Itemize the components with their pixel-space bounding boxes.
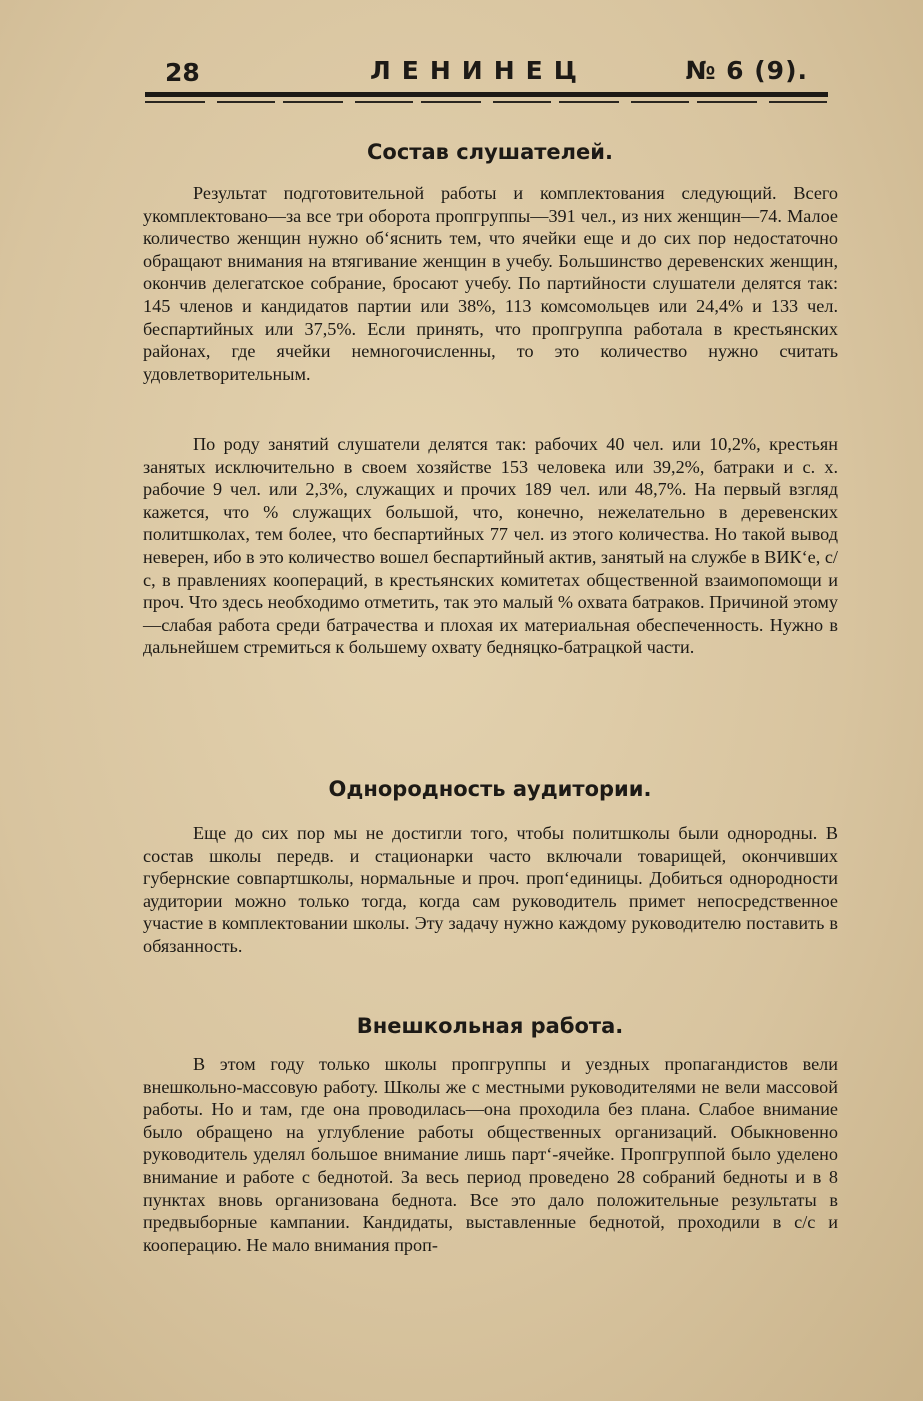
running-header — [145, 52, 830, 92]
section-heading: Состав слушателей. — [367, 140, 613, 164]
issue-number: № 6 (9). — [685, 56, 808, 85]
paragraph: В этом году только школы пропгруппы и уездных пропагандистов вели внешкольно-массовую работу. Школы же с местными руководителями не вели массовой работы. Но и там, где она проводилась—она проходила без плана. Слабое внимание было обращено на углубление работы общественных организаций. Обыкновенно руководитель уделял большое внимание лишь парт‘-ячейке. Пропгруппой было уделено внимание и работе с беднотой. За весь период проведено 28 собраний бедноты и в 8 пунктах вновь организована беднота. Все это дало положительные результаты в предвыборные кампании. Кандидаты, выставленные беднотой, проходили в с/с и кооперацию. Не мало внимания проп- — [143, 1054, 838, 1255]
header-rule-thin — [145, 101, 828, 103]
section-heading: Однородность аудитории. — [328, 777, 652, 801]
paragraph: Результат подготовительной работы и комплектования следующий. Всего укомплектовано—за все три оборота пропгруппы—391 чел., из них женщин—74. Малое количество женщин нужно об‘яснить тем, что ячейки еще и до сих пор недостаточно обращают внимания на втягивание женщин в учебу. Большинство деревенских женщин, окончив делегатское собрание, бросают учебу. По партийности слушатели делятся так: 145 членов и кандидатов партии или 38%, 113 комсомольцев или 24,4% и 133 чел. беспартийных или 37,5%. Если принять, что пропгруппа работала в крестьянских районах, где ячейки немногочисленны, то это количество нужно считать удовлетворительным. — [143, 183, 838, 384]
header-rule-thick — [145, 92, 828, 97]
paragraph: Еще до сих пор мы не достигли того, чтобы политшколы были однородны. В состав школы передв. и стационарки часто включали товарищей, окончивших губернские совпартшколы, нормальные и проч. проп‘единицы. Добиться однородности аудитории можно только тогда, когда сам руководитель примет непосредственное участие в комплектовании школы. Эту задачу нужно каждому руководителю поставить в обязанность. — [143, 823, 838, 956]
section-heading: Внешкольная работа. — [356, 1014, 624, 1038]
paragraph: По роду занятий слушатели делятся так: рабочих 40 чел. или 10,2%, крестьян занятых исключительно в своем хозяйстве 153 человека или 39,2%, батраки и с. х. рабочие 9 чел. или 2,3%, служащих и прочих 189 чел. или 48,7%. На первый взгляд кажется, что % служащих большой, что, конечно, нежелательно в деревенских политшколах, тем более, что беспартийных 77 чел. из этого количества. Но такой вывод неверен, ибо в это количество вошел беспартийный актив, занятый на службе в ВИК‘е, с/с, в правлениях коопераций, в крестьянских комитетах общественной взаимопомощи и проч. Что здесь необходимо отметить, так это малый % охвата батраков. Причиной этому—слабая работа среди батрачества и плохая их материальная обеспеченность. Нужно в дальнейшем стремиться к большему охвату бедняцко-батрацкой части. — [143, 434, 838, 658]
page-number: 28 — [165, 58, 200, 87]
journal-title: ЛЕНИНЕЦ — [370, 56, 588, 85]
